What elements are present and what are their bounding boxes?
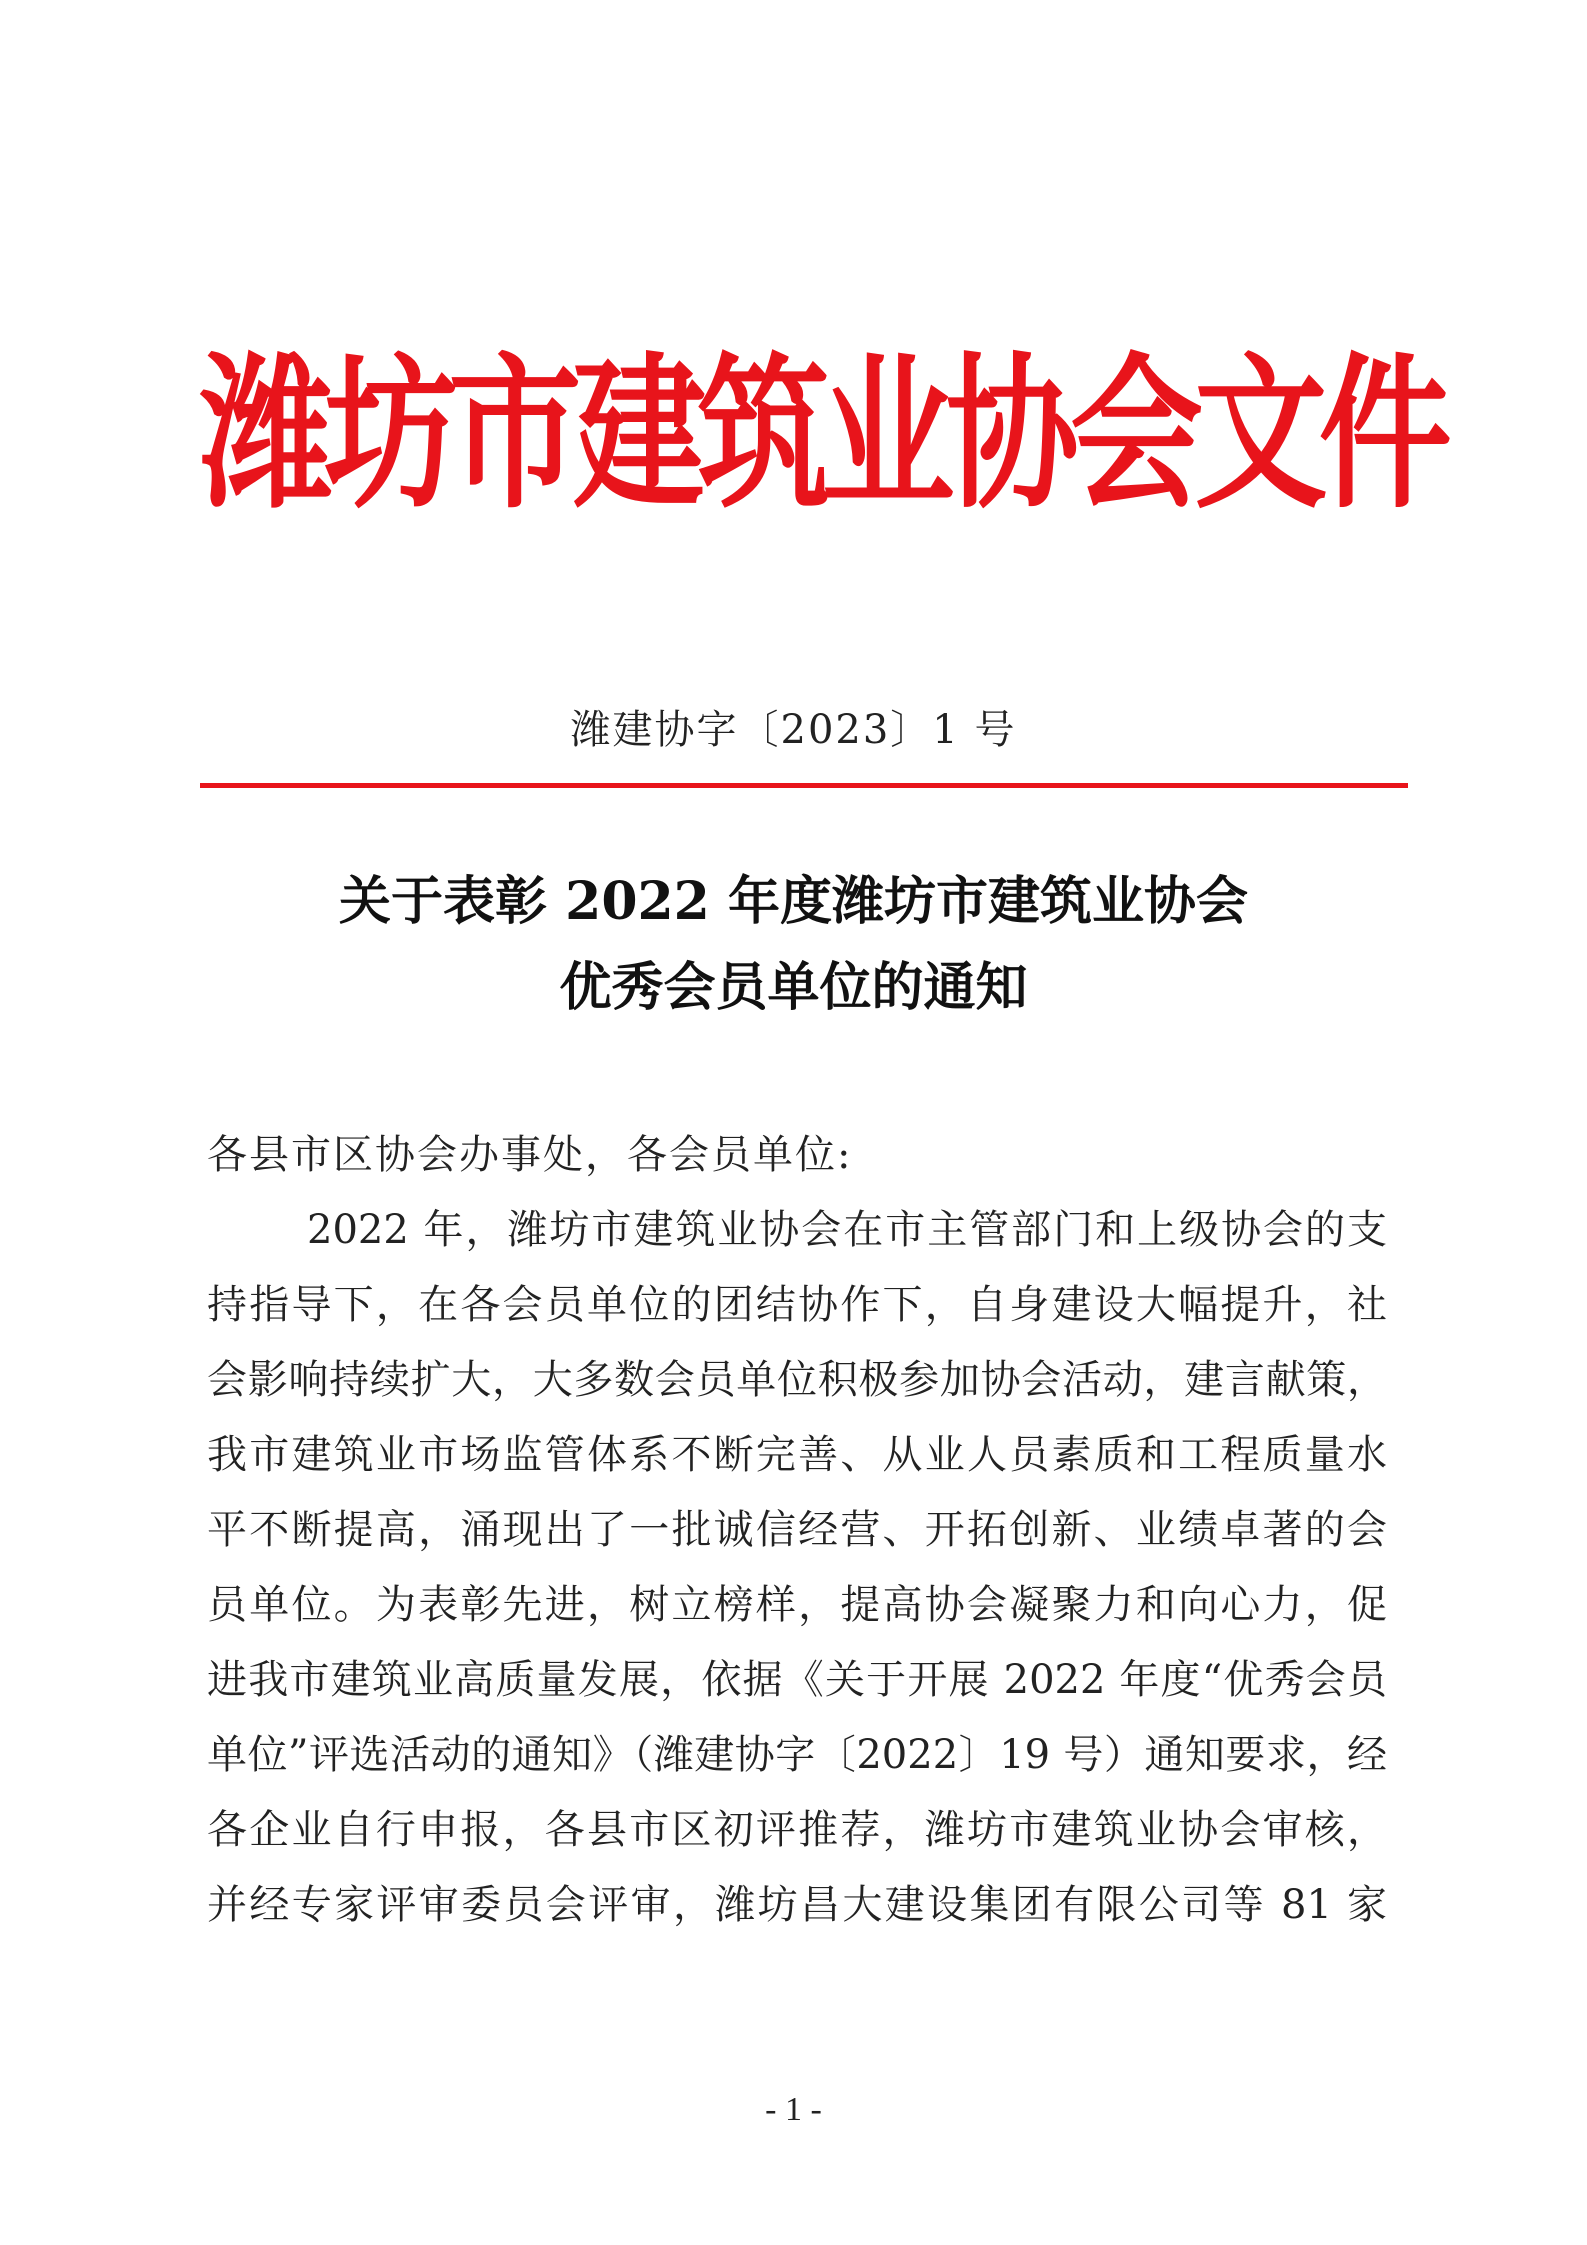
body-line: 我市建筑业市场监管体系不断完善、从业人员素质和工程质量水 [207,1432,1387,1478]
page-number: - 1 - [765,2091,822,2128]
salutation: 各县市区协会办事处，各会员单位: [207,1132,853,1178]
body-line: 进我市建筑业高质量发展，依据《关于开展 2022 年度“优秀会员 [207,1657,1387,1703]
body-line: 单位”评选活动的通知》（潍建协字〔2022〕19 号）通知要求，经 [207,1732,1387,1778]
red-divider-line [200,783,1408,788]
masthead-title: 潍坊市建筑业协会文件 [200,337,1444,532]
notice-title-line-1: 关于表彰 2022 年度潍坊市建筑业协会 [339,871,1248,932]
body-line: 员单位。为表彰先进，树立榜样，提高协会凝聚力和向心力，促 [207,1582,1387,1628]
body-line: 平不断提高，涌现出了一批诚信经营、开拓创新、业绩卓著的会 [207,1507,1387,1553]
body-line: 2022 年，潍坊市建筑业协会在市主管部门和上级协会的支 [307,1207,1387,1253]
body-line: 各企业自行申报，各县市区初评推荐，潍坊市建筑业协会审核， [207,1807,1387,1853]
body-line: 并经专家评审委员会评审，潍坊昌大建设集团有限公司等 81 家 [207,1882,1387,1928]
notice-title-line-2: 优秀会员单位的通知 [559,957,1028,1018]
body-line: 会影响持续扩大，大多数会员单位积极参加协会活动，建言献策， [207,1357,1387,1403]
document-number: 潍建协字〔2023〕1 号 [570,707,1017,753]
body-line: 持指导下，在各会员单位的团结协作下，自身建设大幅提升，社 [207,1282,1387,1328]
